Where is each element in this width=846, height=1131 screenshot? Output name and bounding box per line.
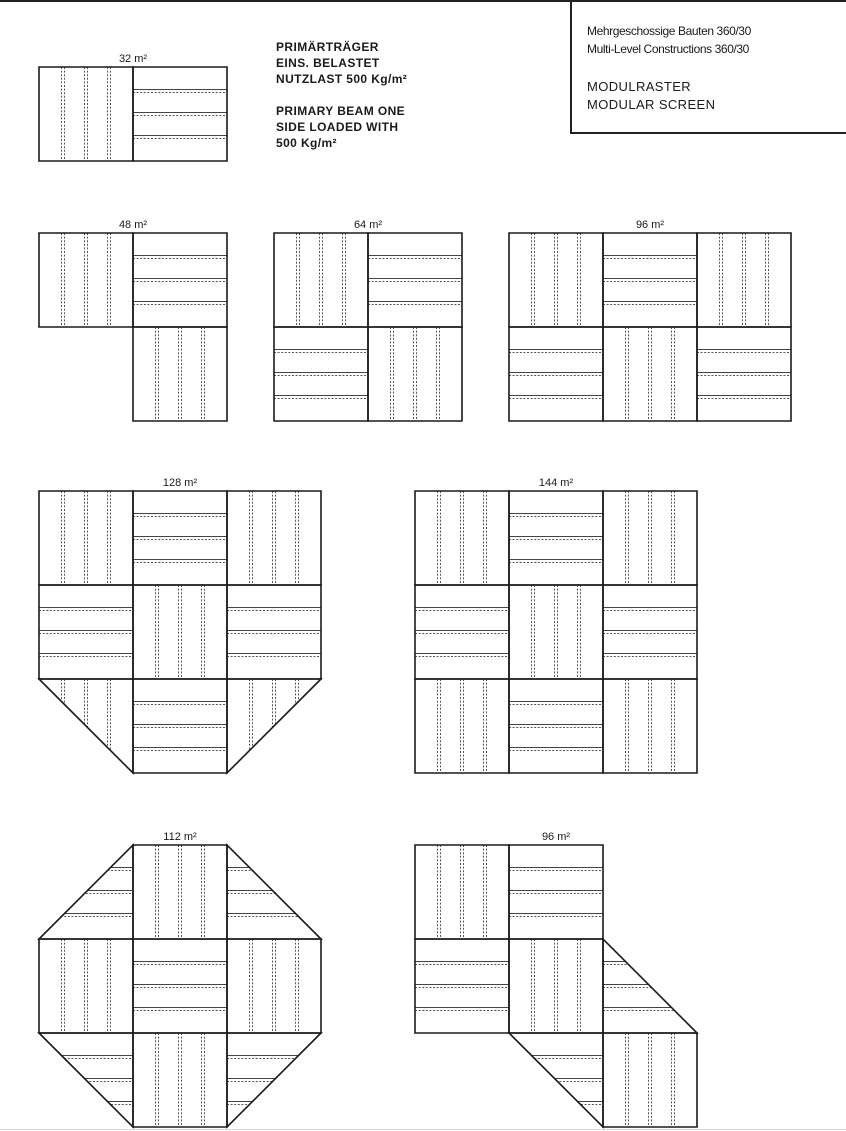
module-cell	[227, 939, 321, 1033]
module-cell	[39, 67, 133, 161]
module-outline	[39, 679, 133, 773]
vertical-beams	[156, 585, 205, 679]
module-outline	[368, 233, 462, 327]
vertical-beams	[156, 845, 205, 939]
module-cell	[509, 1033, 603, 1127]
plan-32	[39, 53, 227, 161]
vertical-beams	[532, 939, 581, 1033]
vertical-beams	[62, 233, 111, 327]
module-cell	[509, 233, 603, 327]
module-outline	[509, 679, 603, 773]
vertical-beams	[297, 233, 346, 327]
module-outline	[227, 585, 321, 679]
legend-de-line-3: NUTZLAST 500 Kg/m²	[276, 72, 408, 86]
vertical-beams	[62, 491, 111, 585]
module-cell	[227, 1033, 321, 1127]
module-cell	[603, 585, 697, 679]
module-outline	[603, 233, 697, 327]
module-outline	[415, 585, 509, 679]
module-cell	[227, 679, 321, 773]
area-label: 144 m²	[538, 477, 574, 489]
module-outline	[133, 939, 227, 1033]
subtitle-de: MODULRASTER	[587, 79, 692, 94]
module-outline	[697, 233, 791, 327]
module-cell	[415, 679, 509, 773]
module-outline	[509, 491, 603, 585]
module-outline	[133, 67, 227, 161]
module-cell	[603, 327, 697, 421]
module-outline	[603, 585, 697, 679]
horizontal-beams	[509, 350, 603, 399]
module-outline	[415, 845, 509, 939]
module-cell	[227, 585, 321, 679]
legend-en-line-2: SIDE LOADED WITH	[276, 120, 399, 134]
module-cell	[603, 679, 697, 773]
module-cell	[133, 327, 227, 421]
area-label: 112 m²	[163, 831, 197, 843]
vertical-beams	[532, 585, 581, 679]
module-cell	[603, 939, 697, 1033]
module-cell	[368, 327, 462, 421]
module-outline	[509, 327, 603, 421]
horizontal-beams	[415, 608, 509, 657]
horizontal-beams	[368, 256, 462, 305]
subtitle-en: MODULAR SCREEN	[587, 97, 716, 112]
horizontal-beams	[697, 350, 791, 399]
vertical-beams	[156, 1033, 205, 1127]
plan-144	[415, 477, 697, 773]
module-outline	[509, 939, 603, 1033]
module-outline	[39, 845, 133, 939]
module-cell	[603, 1033, 697, 1127]
module-outline	[227, 939, 321, 1033]
vertical-beams	[532, 233, 581, 327]
module-outline	[39, 1033, 133, 1127]
module-cell	[415, 585, 509, 679]
vertical-beams	[62, 939, 111, 1033]
module-outline	[415, 679, 509, 773]
module-cell	[415, 939, 509, 1033]
module-cell	[133, 1033, 227, 1127]
module-outline	[603, 1033, 697, 1127]
plan-64	[274, 219, 462, 421]
horizontal-beams	[39, 608, 133, 657]
vertical-beams	[626, 679, 675, 773]
module-cell	[227, 491, 321, 585]
module-cell	[133, 585, 227, 679]
plan-96b	[415, 831, 697, 1127]
area-label: 32 m²	[118, 53, 148, 65]
module-outline	[274, 327, 368, 421]
module-cell	[368, 233, 462, 327]
module-cell	[133, 233, 227, 327]
module-cell	[603, 491, 697, 585]
module-outline	[509, 845, 603, 939]
module-outline	[133, 585, 227, 679]
module-cell	[39, 939, 133, 1033]
horizontal-beams	[509, 514, 603, 563]
legend-en-line-1: PRIMARY BEAM ONE	[276, 104, 406, 118]
area-label: 48 m²	[118, 219, 148, 231]
module-cell	[509, 585, 603, 679]
vertical-beams	[720, 233, 769, 327]
vertical-beams	[438, 845, 487, 939]
module-outline	[227, 491, 321, 585]
module-outline	[133, 679, 227, 773]
vertical-beams	[250, 939, 299, 1033]
module-outline	[133, 1033, 227, 1127]
vertical-beams	[626, 1033, 675, 1127]
horizontal-beams	[509, 702, 603, 751]
plan-128	[39, 477, 321, 773]
module-cell	[133, 491, 227, 585]
module-cell	[133, 845, 227, 939]
module-outline	[368, 327, 462, 421]
horizontal-beams	[133, 702, 227, 751]
module-outline	[133, 845, 227, 939]
module-cell	[509, 327, 603, 421]
area-label: 128 m²	[162, 477, 198, 489]
horizontal-beams	[509, 868, 603, 917]
module-outline	[274, 233, 368, 327]
vertical-beams	[438, 679, 487, 773]
horizontal-beams	[603, 608, 697, 657]
horizontal-beams	[133, 514, 227, 563]
module-cell	[39, 491, 133, 585]
vertical-beams	[438, 491, 487, 585]
module-cell	[39, 233, 133, 327]
module-cell	[603, 233, 697, 327]
vertical-beams	[391, 327, 440, 421]
module-outline	[39, 67, 133, 161]
plan-112	[39, 831, 321, 1127]
module-outline	[603, 491, 697, 585]
module-outline	[133, 233, 227, 327]
module-outline	[603, 939, 697, 1033]
module-outline	[509, 1033, 603, 1127]
module-outline	[415, 491, 509, 585]
horizontal-beams	[274, 350, 368, 399]
horizontal-beams	[227, 608, 321, 657]
horizontal-beams	[415, 962, 509, 1011]
module-outline	[227, 679, 321, 773]
module-outline	[603, 679, 697, 773]
module-cell	[39, 1033, 133, 1127]
horizontal-beams	[133, 90, 227, 139]
vertical-beams	[62, 67, 111, 161]
module-cell	[39, 845, 133, 939]
vertical-beams	[156, 327, 205, 421]
module-cell	[133, 939, 227, 1033]
module-cell	[274, 233, 368, 327]
module-outline	[133, 327, 227, 421]
module-cell	[697, 327, 791, 421]
horizontal-beams	[133, 962, 227, 1011]
module-outline	[227, 845, 321, 939]
legend-de-line-1: PRIMÄRTRÄGER	[276, 40, 379, 54]
area-label: 96 m²	[541, 831, 571, 843]
module-cell	[697, 233, 791, 327]
module-outline	[697, 327, 791, 421]
vertical-beams	[250, 491, 299, 585]
title-en: Multi-Level Constructions 360/30	[587, 42, 749, 56]
legend-en-line-3: 500 Kg/m²	[276, 136, 337, 150]
module-outline	[603, 327, 697, 421]
horizontal-beams	[133, 256, 227, 305]
module-cell	[133, 67, 227, 161]
module-outline	[39, 233, 133, 327]
module-cell	[227, 845, 321, 939]
module-outline	[39, 585, 133, 679]
module-cell	[274, 327, 368, 421]
module-cell	[133, 679, 227, 773]
module-outline	[509, 585, 603, 679]
bottom-border	[0, 1129, 846, 1130]
module-outline	[39, 491, 133, 585]
module-cell	[509, 939, 603, 1033]
module-outline	[415, 939, 509, 1033]
plan-48	[39, 219, 227, 421]
area-label: 64 m²	[353, 219, 383, 231]
module-cell	[509, 845, 603, 939]
module-outline	[39, 939, 133, 1033]
vertical-beams	[626, 327, 675, 421]
module-cell	[39, 585, 133, 679]
module-cell	[509, 679, 603, 773]
module-cell	[415, 491, 509, 585]
module-outline	[133, 491, 227, 585]
module-cell	[39, 679, 133, 773]
module-cell	[509, 491, 603, 585]
legend-de-line-2: EINS. BELASTET	[276, 56, 380, 70]
plan-96a	[509, 219, 791, 421]
vertical-beams	[626, 491, 675, 585]
module-outline	[227, 1033, 321, 1127]
module-cell	[415, 845, 509, 939]
title-de: Mehrgeschossige Bauten 360/30	[587, 24, 751, 38]
horizontal-beams	[603, 256, 697, 305]
module-outline	[509, 233, 603, 327]
area-label: 96 m²	[635, 219, 665, 231]
